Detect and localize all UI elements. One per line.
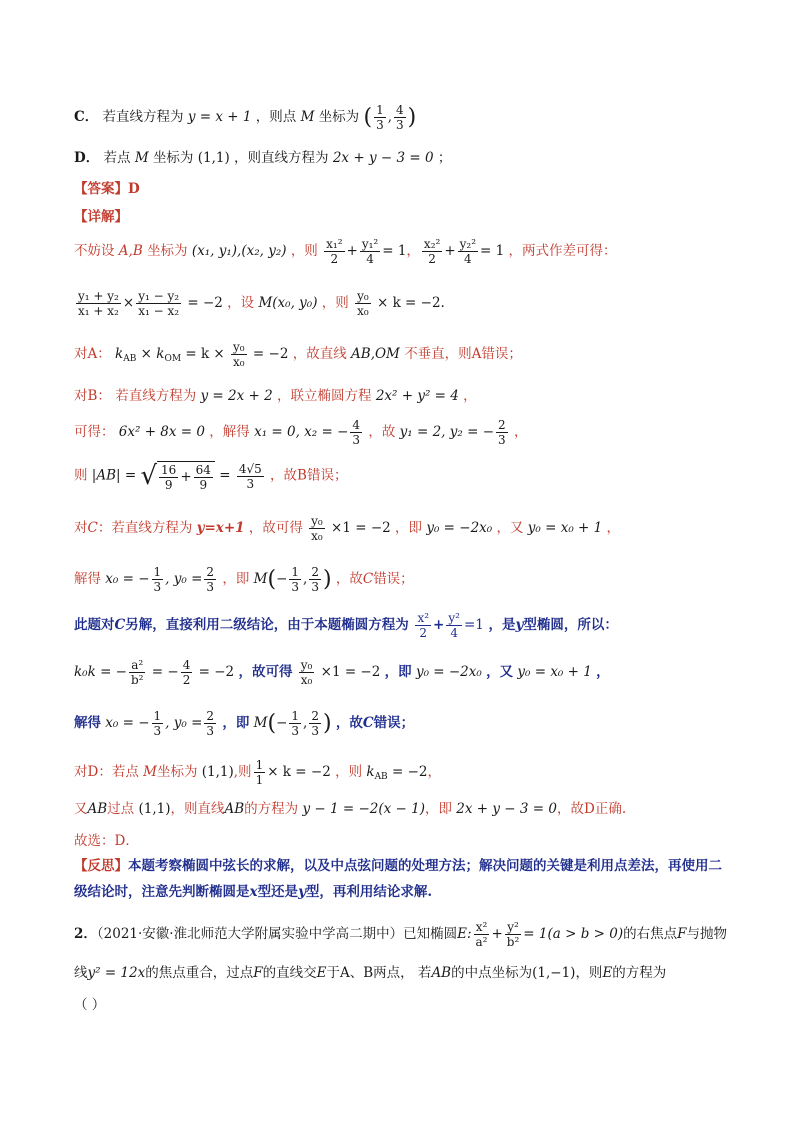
option-d-coord: (1,1) bbox=[197, 150, 230, 166]
option-c-text2: ，则点 bbox=[255, 109, 297, 125]
coord: (1,1) bbox=[201, 764, 234, 780]
text: 此题对 bbox=[74, 617, 115, 633]
text: 另解，直接利用二级结论，由于本题椭圆方程为 bbox=[125, 617, 409, 633]
detail-line-4 bbox=[74, 384, 477, 404]
text: 于A、B两点， 若 bbox=[326, 965, 432, 981]
text: 与抛物 bbox=[686, 926, 727, 942]
eq-2: $\frac{\text{x₂²}}{2}$ + $\frac{\text{y₂²}}{4}$ = 1 bbox=[423, 237, 505, 266]
text: ，即 bbox=[395, 520, 423, 536]
x: x bbox=[249, 884, 258, 900]
option-d-text2: 坐标为 bbox=[152, 150, 194, 166]
text: ，故B错误； bbox=[270, 467, 348, 484]
eq: , y₀ = bbox=[165, 571, 203, 587]
eq: y = 2x + 2 bbox=[200, 388, 273, 404]
mid: (1,−1) bbox=[532, 965, 576, 981]
option-c-label: C． bbox=[74, 109, 99, 125]
text: ， bbox=[427, 764, 441, 780]
option-d-label: D． bbox=[74, 150, 100, 166]
detail-line-10: k₀k = − $\frac{\text{a²}}{\text{b²}}$ = − $\frac{4}{2}$ = −2 ，故可得 $\frac{\text{y₀}}{\text{x₀}}$ ×1 = −2 ，即 y₀ = −2x₀ ，又 y₀ = x₀ + 1 ， bbox=[74, 658, 610, 687]
text: ：若直线方程为 bbox=[97, 520, 193, 536]
option-d-text1: 若点 bbox=[103, 150, 131, 166]
text: ，即 bbox=[384, 664, 412, 680]
text: 过点 bbox=[107, 801, 135, 817]
fraction: $\frac{4√5}{3}$ bbox=[238, 461, 262, 491]
detail-line-14: 故选：D． bbox=[74, 833, 139, 849]
text: ， bbox=[596, 664, 610, 680]
text: ，故 bbox=[335, 715, 363, 731]
option-c-var: M bbox=[300, 109, 315, 125]
eq: = −2 bbox=[187, 295, 223, 311]
text: 已知椭圆 bbox=[403, 926, 458, 942]
detail-line-6 bbox=[74, 461, 347, 491]
text: ，故 bbox=[368, 424, 396, 440]
e: E bbox=[316, 965, 327, 981]
label: 对D：若点 bbox=[74, 764, 139, 780]
option-d-var: M bbox=[134, 150, 149, 166]
eq: 2x² + y² = 4 bbox=[375, 388, 459, 404]
eq: ×1 = −2 bbox=[320, 664, 381, 680]
eq: 2x + y − 3 = 0 bbox=[456, 801, 557, 817]
k: k bbox=[115, 346, 124, 362]
question-2-line-1: 2．（2021·安徽·淮北师范大学附属实验中学高二期中）已知椭圆E: $\frac{\text{x²}}{\text{a²}}$ + $\frac{\text{y²}}{\text{b²}}$ = 1(a > b > 0)的右焦点F与抛物 bbox=[74, 920, 727, 949]
eq: = k × bbox=[185, 346, 225, 362]
detail-line-13 bbox=[74, 797, 626, 817]
detail-line-11: 解得 x₀ = − $\frac{1}{3}$ , y₀ = $\frac{2}{3}$ ，即 M(− $\frac{1}{3}$ , $\frac{2}{3}$ ) ，故C错误； bbox=[74, 709, 415, 738]
detail-line-2: $\frac{\text{y₁ + y₂}}{\text{x₁ + x₂}}$ × $\frac{\text{y₁ − y₂}}{\text{x₁ − x₂}}$ = −2 ，设 M(x₀, y₀) ，则 $\frac{\text{y₀}}{\text{x₀}}$ × k = −2. bbox=[78, 289, 445, 318]
fraction: $\frac{\text{y₀}}{\text{x₀}}$ bbox=[357, 289, 369, 318]
text: 型椭圆，所以： bbox=[523, 617, 618, 633]
text: 的方程为 bbox=[612, 965, 667, 981]
text: 的右焦点 bbox=[623, 926, 678, 942]
text: ，设 bbox=[227, 295, 255, 311]
text: ，故D正确. bbox=[557, 801, 627, 817]
text: ，即 bbox=[222, 571, 250, 587]
text: 的方程为 bbox=[244, 801, 299, 817]
eq: x₁ = 0, x₂ = − bbox=[254, 424, 349, 440]
text: 的焦点重合，过点 bbox=[145, 965, 254, 981]
m: M bbox=[253, 715, 268, 731]
eq: = 1(a > b > 0) bbox=[523, 926, 624, 942]
text: ，则 bbox=[290, 243, 318, 259]
e: E: bbox=[457, 926, 472, 942]
text: ，即 bbox=[222, 715, 250, 731]
reflection-text: 型还是 bbox=[257, 884, 299, 900]
text: ，则直线 bbox=[170, 801, 225, 817]
option-d-text3: ，则直线方程为 bbox=[234, 150, 329, 166]
points-ab: A,B bbox=[118, 243, 143, 259]
text: 线 bbox=[74, 965, 88, 981]
option-c-eq: y = x + 1 bbox=[187, 109, 252, 125]
detail-line-3: 对A： $k_{AB} \times k_{OM} = k$ × $\frac{\text{y₀}}{\text{x₀}}$ = −2 ，故直线 AB,OM 不垂直，则A错误； bbox=[74, 340, 522, 369]
reflection-text: 型，再利用结论求解. bbox=[305, 884, 433, 900]
fraction: $\frac{\text{x²}}{2}$ bbox=[417, 611, 430, 640]
text: ，故 bbox=[335, 571, 363, 587]
text: ,则 bbox=[233, 764, 252, 780]
option-d-end: ； bbox=[437, 150, 452, 166]
option-c bbox=[74, 104, 416, 131]
eq: 6x² + 8x = 0 bbox=[118, 424, 205, 440]
text: ，又 bbox=[486, 664, 514, 680]
text: ，又 bbox=[496, 520, 524, 536]
question-source: （2021·安徽·淮北师范大学附属实验中学高二期中） bbox=[96, 926, 404, 942]
lines: AB,OM bbox=[351, 346, 400, 362]
label: 对A： bbox=[74, 346, 111, 362]
eq: y₀ = x₀ + 1 bbox=[527, 520, 603, 536]
text: 不妨设 bbox=[74, 243, 115, 259]
fraction: $\frac{\text{y₀}}{\text{x₀}}$ bbox=[311, 514, 323, 543]
text: 的中点坐标为 bbox=[451, 965, 533, 981]
eq: × k = −2. bbox=[376, 295, 445, 311]
detail-line-12: 对D：若点 M坐标为 (1,1),则 $\frac{1}{1}$ × k = −2 ，则 $k_{AB} = -2$， bbox=[74, 758, 441, 787]
option-c-text1: 若直线方程为 bbox=[102, 109, 184, 125]
eq: y=x+1 bbox=[196, 520, 245, 536]
text: ，故可得 bbox=[238, 664, 293, 680]
text: ， bbox=[463, 388, 477, 404]
k: k bbox=[366, 764, 375, 780]
eq: , y₀ = bbox=[165, 715, 203, 731]
eq: y − 1 = −2(x − 1) bbox=[302, 801, 425, 817]
eq: = −2 bbox=[391, 764, 428, 780]
text: 可得： bbox=[74, 424, 115, 440]
paren-open: ( bbox=[363, 105, 373, 130]
fraction: $\frac{\text{y₀}}{\text{x₀}}$ bbox=[300, 658, 313, 687]
text: ，即 bbox=[425, 801, 452, 817]
y: y bbox=[298, 884, 306, 900]
c: C bbox=[362, 571, 374, 587]
c: C bbox=[114, 617, 126, 633]
reflection-label: 【反思】 bbox=[74, 858, 128, 874]
eq: = −2 bbox=[198, 664, 235, 680]
m: M bbox=[253, 571, 268, 587]
label: 对 bbox=[74, 520, 88, 536]
fraction: $\frac{\text{y₀}}{\text{x₀}}$ bbox=[233, 340, 245, 369]
option-c-text3: 坐标为 bbox=[318, 109, 360, 125]
c: C bbox=[362, 715, 374, 731]
option-d-eq: 2x + y − 3 = 0 bbox=[332, 150, 434, 166]
text: ，故可得 bbox=[248, 520, 303, 536]
paren-close: ) bbox=[407, 105, 417, 130]
text: 解得 bbox=[74, 715, 101, 731]
text: 则 bbox=[74, 467, 88, 484]
text: ， bbox=[406, 243, 420, 259]
eq: x₀ = − bbox=[105, 571, 150, 587]
text: ，是 bbox=[488, 617, 516, 633]
eq: = −2 bbox=[252, 346, 289, 362]
eq: |AB| = bbox=[91, 467, 137, 484]
text: ， bbox=[606, 520, 621, 536]
ab: AB bbox=[431, 965, 452, 981]
text: 坐标为 bbox=[156, 764, 198, 780]
question-number: 2． bbox=[74, 926, 97, 942]
point-m: M(x₀, y₀) bbox=[258, 295, 318, 311]
m: M bbox=[143, 764, 157, 780]
fraction: $\frac{\text{y₁ + y₂}}{\text{x₁ + x₂}}$ bbox=[78, 289, 119, 318]
text: ，则 bbox=[335, 764, 363, 780]
text: 若直线方程为 bbox=[115, 388, 197, 404]
fraction: $\frac{\text{y₁ − y₂}}{\text{x₁ − x₂}}$ bbox=[138, 289, 180, 318]
detail-line-1 bbox=[74, 238, 617, 265]
eq: × k = −2 bbox=[267, 764, 331, 780]
f: F bbox=[677, 926, 687, 942]
answer-blank: （ ） bbox=[74, 997, 106, 1013]
text: ，故直线 bbox=[292, 346, 347, 362]
text: ，联立椭圆方程 bbox=[277, 388, 372, 404]
pt: (1,1) bbox=[138, 801, 171, 817]
text: 解得 bbox=[74, 571, 101, 587]
option-d bbox=[74, 146, 451, 166]
text: ，两式作差可得： bbox=[508, 243, 617, 259]
f: F bbox=[253, 965, 263, 981]
eq: y₁ = 2, y₂ = − bbox=[399, 424, 495, 440]
eq: ×1 = −2 bbox=[331, 520, 391, 536]
detail-line-8: 解得 x₀ = − $\frac{1}{3}$ , y₀ = $\frac{2}{3}$ ，即 M(− $\frac{1}{3}$ , $\frac{2}{3}$ ) ，故C错误； bbox=[74, 565, 414, 594]
reflection bbox=[74, 853, 724, 905]
text: 坐标为 bbox=[147, 243, 188, 259]
detail-line-5: 可得： 6x² + 8x = 0 ，解得 x₁ = 0, x₂ = − $\frac{4}{3}$ ，故 y₁ = 2, y₂ = − $\frac{2}{3}$ ， bbox=[74, 418, 528, 447]
eq: y₀ = −2x₀ bbox=[415, 664, 482, 680]
eq: y₀ = −2x₀ bbox=[426, 520, 493, 536]
text: ，解得 bbox=[209, 424, 250, 440]
comma: , bbox=[387, 109, 393, 125]
detail-line-9: 此题对C另解，直接利用二级结论，由于本题椭圆方程为 $\frac{\text{x²}}{2}$ + $\frac{\text{y²}}{4}$ =1 ，是y型椭圆，所以： bbox=[74, 611, 618, 640]
text: 错误； bbox=[373, 715, 415, 731]
text: 不垂直，则A错误； bbox=[404, 346, 522, 362]
text: 又 bbox=[74, 801, 88, 817]
eq: x₀ = − bbox=[105, 715, 150, 731]
text: ， bbox=[513, 424, 528, 440]
answer-label: 【答案】D bbox=[74, 181, 140, 197]
question-2-line-2 bbox=[74, 961, 666, 981]
eq: = − bbox=[151, 664, 179, 680]
eq: k₀k = − bbox=[74, 664, 127, 680]
ab: AB bbox=[224, 801, 245, 817]
ab: AB bbox=[87, 801, 108, 817]
detail-line-7 bbox=[74, 515, 620, 542]
label: 对B： bbox=[74, 388, 111, 404]
c: C bbox=[87, 520, 98, 536]
eq: = bbox=[219, 467, 231, 484]
coords: (x₁, y₁),(x₂, y₂) bbox=[191, 243, 287, 259]
text: 错误； bbox=[373, 571, 414, 587]
fraction: $\frac{1}{3}$ bbox=[376, 103, 384, 132]
e: E bbox=[602, 965, 613, 981]
fraction: $\frac{4}{3}$ bbox=[396, 103, 404, 132]
eq-1: $\frac{\text{x₁²}}{2}$ + $\frac{\text{y₁²}}{4}$ = 1 bbox=[326, 237, 407, 266]
eq: =1 bbox=[463, 617, 484, 633]
text: ，则 bbox=[575, 965, 603, 981]
y: y bbox=[515, 617, 524, 633]
sqrt: √ $\frac{16}{9}$ + $\frac{64}{9}$ bbox=[140, 461, 214, 491]
reflection-text: 本题考察椭圆中弦长的求解，以及中点弦问题的处理方法；解决问题的关键是利用点差法，再使用二级结论时，注意先判断椭圆是 bbox=[74, 858, 722, 900]
eq: y² = 12x bbox=[87, 965, 146, 981]
eq: y₀ = x₀ + 1 bbox=[517, 664, 592, 680]
detail-label: 【详解】 bbox=[74, 209, 128, 225]
text: ，则 bbox=[321, 295, 349, 311]
text: 的直线交 bbox=[262, 965, 317, 981]
